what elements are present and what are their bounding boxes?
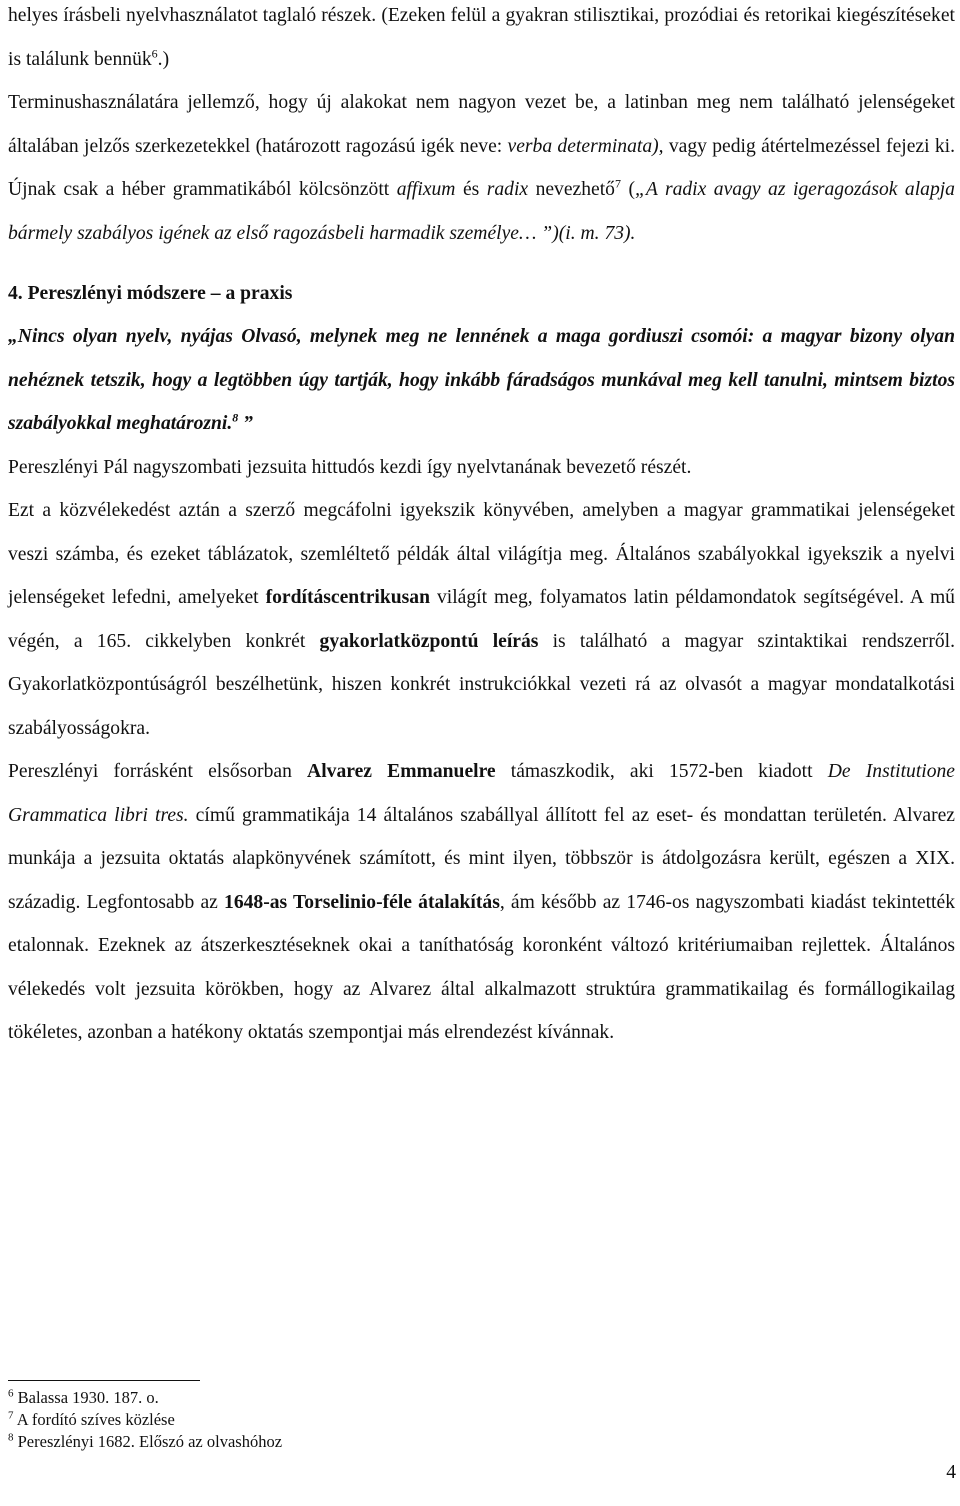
paragraph-refutation xyxy=(8,489,955,750)
italic-title: De Institutione Grammatica libri tres. xyxy=(8,761,955,826)
footnote-text: A fordító szíves közlése xyxy=(16,1410,175,1429)
footnote-number: 6 xyxy=(8,1387,14,1400)
italic-term: verba determinata), xyxy=(507,135,664,157)
quote-close: ” xyxy=(238,413,253,434)
paragraph-text: című grammatikája 14 általános szabállyal állított fel az eset- és mondattan területén. Alvarez munkája a jezsuita oktatás alapkönyvének számított, és mint ilyen, többször is átdolgozásra került, egészen a XIX. századig. Legfontosabb az xyxy=(8,804,955,913)
paragraph-text: nevezhető xyxy=(528,179,615,200)
italic-quote: „A radix avagy az igeragozások alapja bármely szabályos igének az első ragozásbeli harmadik személye… ”)(i. m. 73). xyxy=(8,179,955,244)
paragraph-text: ( xyxy=(620,179,635,200)
paragraph-attribution: Pereszlényi Pál nagyszombati jezsuita hittudós kezdi így nyelvtanának bevezető részét. xyxy=(8,456,692,478)
bold-term: Alvarez Emmanuelre xyxy=(307,761,496,782)
bold-term: 1648-as Torselinio-féle átalakítás xyxy=(224,891,500,913)
section-heading: 4. Pereszlényi módszere – a praxis xyxy=(8,283,293,304)
italic-term: affixum xyxy=(396,179,456,200)
paragraph-intro-end xyxy=(8,0,955,81)
bold-term: gyakorlatközpontú leírás xyxy=(319,630,539,652)
paragraph-text: vagy pedig átértelmezéssel fejezi ki. Újnak csak a héber grammatikából kölcsönzött xyxy=(8,135,955,200)
footnotes-section xyxy=(8,1380,408,1453)
paragraph-text: támaszkodik, aki 1572-ben kiadott xyxy=(495,761,828,782)
footnote xyxy=(8,1387,408,1409)
paragraph-text: Ezt a közvélekedést aztán a szerző megcáfolni igyekszik könyvében, amelyben a magyar grammatikai jelenségeket veszi számba, és ezeket táblázatok, szemléltető példák által világítja meg. Általános szabályokkal igyekszik a nyelvi jelenségeket lefedni, amelyeket xyxy=(8,500,955,608)
paragraph-text: világít meg, folyamatos latin példamondatok segítségével. A mű végén, a 165. cikkelyben konkrét xyxy=(8,587,955,652)
paragraph-text: is található a magyar szintaktikai rendszerről. Gyakorlatközpontúságról beszélhetünk, hiszen konkrét instrukciókkal vezeti rá az olvasót a magyar mondatalkotási szabályosságokra. xyxy=(8,630,955,739)
block-quote xyxy=(8,315,955,446)
footnote-number: 7 xyxy=(8,1409,14,1422)
footnote-text: Balassa 1930. 187. o. xyxy=(17,1388,159,1407)
paragraph-text: Terminushasználatára jellemző, hogy új alakokat nem nagyon vezet be, a latinban meg nem található jelenségeket általában jelzős szerkezetekkel (határozott ragozású igék neve: xyxy=(8,92,955,157)
footnote-separator xyxy=(8,1380,200,1381)
bold-term: fordításcentrikusan xyxy=(265,587,430,608)
page-number: 4 xyxy=(946,1462,956,1483)
italic-term: radix xyxy=(486,179,529,200)
paragraph-text: helyes írásbeli nyelvhasználatot taglaló részek. (Ezeken felül a gyakran stilisztikai, prozódiai és retorikai kiegészítéseket is találunk bennük xyxy=(8,5,955,70)
footnote-ref-8[interactable]: 8 xyxy=(232,410,239,425)
footnote xyxy=(8,1431,408,1453)
paragraph-text: és xyxy=(455,179,487,200)
footnote-ref-7[interactable]: 7 xyxy=(614,176,621,191)
footnote-number: 8 xyxy=(8,1431,14,1444)
footnote-ref-6[interactable]: 6 xyxy=(151,45,158,60)
quote-text: „Nincs olyan nyelv, nyájas Olvasó, melynek meg ne lennének a maga gordiuszi csomói: a magyar bizony olyan nehéznek tetszik, hogy a legtöbben úgy tartják, hogy inkább fáradságos munkával meg kell tanulni, mintsem biztos szabályokkal meghatározni. xyxy=(8,326,955,434)
paragraph-text: .) xyxy=(157,48,170,70)
footnote xyxy=(8,1409,408,1431)
paragraph-terminology xyxy=(8,81,955,255)
paragraph-sources xyxy=(8,750,955,1055)
footnote-text: Pereszlényi 1682. Előszó az olvashóhoz xyxy=(17,1432,283,1451)
paragraph-text: , ám később az 1746-os nagyszombati kiadást tekintették etalonnak. Ezeknek az átszerkesztéseknek okai a taníthatóság koronként változó kritériumaiban rejlettek. Általános vélekedés volt jezsuita körökben, hogy az Alvarez által alkalmazott struktúra grammatikailag és formállogikailag tökéletes, azonban a hatékony oktatás szempontjai más elrendezést kívánnak. xyxy=(8,891,955,1043)
document-page xyxy=(8,0,955,1055)
paragraph-text: Pereszlényi forrásként elsősorban xyxy=(8,761,308,782)
